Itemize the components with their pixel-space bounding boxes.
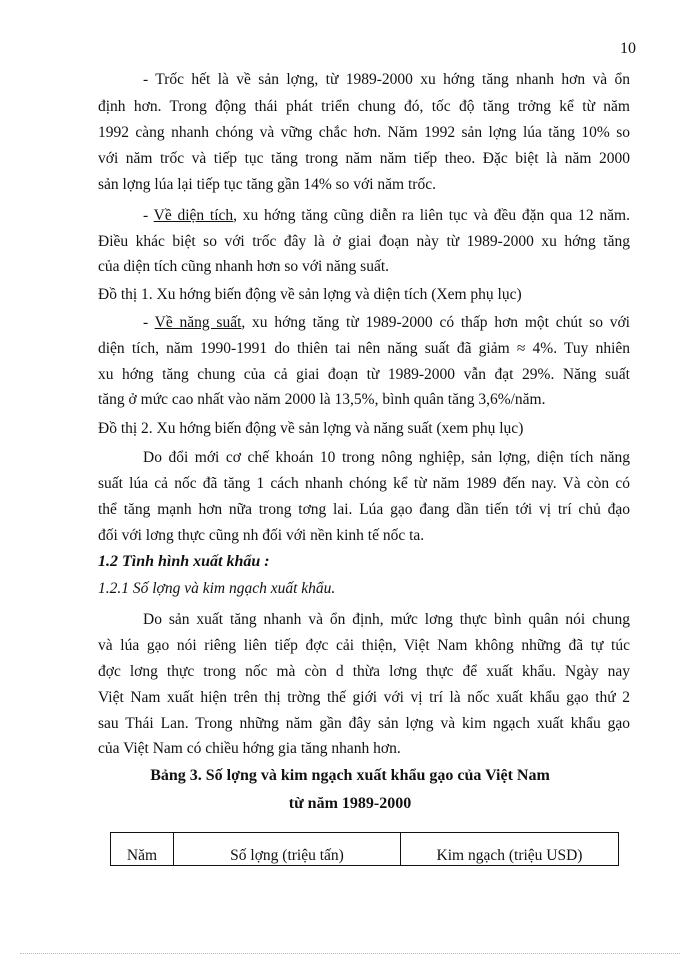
table-title-line-2: từ năm 1989-2000 [288, 795, 412, 812]
p4-line-4: đối với lơng thực cũng nh đối với nền kinh tế nốc ta. [98, 527, 425, 544]
table-header-row [111, 833, 619, 866]
p2-line-3: của diện tích cũng nhanh hơn so với năng suất. [98, 258, 390, 275]
section-heading-1-2-1: 1.2.1 Số lợng và kim ngạch xuất khẩu. [98, 580, 336, 597]
p3-prefix: - [143, 314, 155, 331]
p3-rest: , xu hớng tăng từ 1989-2000 có thấp hơn một chút so với [241, 314, 630, 331]
p3-line-3: xu hớng tăng chung của cả giai đoạn từ 1989-2000 vẫn đạt 29%. Năng suất [98, 366, 630, 383]
header-year: Năm [111, 833, 174, 866]
p3-line-1 [143, 313, 630, 333]
p1-line-3: 1992 càng nhanh chóng và vững chắc hơn. Năm 1992 sản lợng lúa tăng 10% so [98, 124, 630, 141]
p3-line-4: tăng ở mức cao nhất vào năm 2000 là 13,5%, bình quân tăng 3,6%/năm. [98, 391, 546, 408]
export-table [110, 832, 619, 866]
p4-line-1: Do đổi mới cơ chế khoán 10 trong nông nghiệp, sản lợng, diện tích năng [143, 449, 630, 466]
p3-line-2: diện tích, năm 1990-1991 do thiên tai nên năng suất đã giảm ≈ 4%. Tuy nhiên [98, 340, 630, 357]
p5-line-5: sau Thái Lan. Trong những năm gần đây sản lợng và kim ngạch xuất khẩu gạo [98, 715, 630, 732]
p5-line-4: Việt Nam xuất hiện trên thị trờng thế giới với vị trí là nốc xuất khẩu gạo thứ 2 [98, 689, 630, 706]
p5-line-3: đợc lơng thực trong nốc mà còn d thừa lơng thực để xuất khẩu. Ngày nay [98, 663, 630, 680]
p1-line-5: sản lợng lúa lại tiếp tục tăng gần 14% so với năm trốc. [98, 176, 436, 193]
p5-line-6: của Việt Nam có chiều hớng gia tăng nhanh hơn. [98, 740, 401, 757]
table-title-line-1: Bảng 3. Số lợng và kim ngạch xuất khẩu gạo của Việt Nam [150, 767, 550, 784]
p5-line-1: Do sản xuất tăng nhanh và ổn định, mức lơng thực bình quân nói chung [143, 611, 630, 628]
page-bottom-divider [20, 953, 680, 954]
p2-rest: , xu hớng tăng cũng diễn ra liên tục và đều đặn qua 12 năm. [233, 207, 630, 224]
page-number: 10 [620, 40, 636, 57]
graph-1-caption: Đồ thị 1. Xu hớng biến động về sản lợng và diện tích (Xem phụ lục) [98, 286, 522, 303]
p4-line-3: thể tăng mạnh hơn nữa trong tơng lai. Lúa gạo đang dần tiến tới vị trí chủ đạo [98, 501, 630, 518]
section-heading-1-2: 1.2 Tình hình xuất khẩu : [98, 553, 270, 570]
header-quantity: Số lợng (triệu tấn) [174, 833, 401, 866]
p2-line-1 [143, 206, 630, 226]
p2-prefix: - [143, 207, 154, 224]
p1-line-2: định hơn. Trong động thái phát triển chung đó, tốc độ tăng trởng kể từ năm [98, 98, 630, 115]
p1-line-4: với năm trốc và tiếp tục tăng trong năm năm tiếp theo. Đặc biệt là năm 2000 [98, 150, 630, 167]
p5-line-2: và lúa gạo nói riêng liên tiếp đợc cải thiện, Việt Nam không những đã tự túc [98, 637, 630, 654]
p4-line-2: suất lúa cả nốc đã tăng 1 cách nhanh chóng kể từ năm 1989 đến nay. Và còn có [98, 475, 630, 492]
p2-underlined: Về diện tích [153, 207, 234, 224]
graph-2-caption: Đồ thị 2. Xu hớng biến động về sản lợng và năng suất (xem phụ lục) [98, 420, 524, 437]
p2-line-2: Điều khác biệt so với trốc đây là ở giai đoạn này từ 1989-2000 xu hớng tăng [98, 233, 630, 250]
p1-line-1: - Trốc hết là về sản lợng, từ 1989-2000 xu hớng tăng nhanh hơn và ổn [143, 71, 630, 88]
header-value: Kim ngạch (triệu USD) [401, 833, 619, 866]
p3-underlined: Về năng suất [154, 314, 242, 331]
